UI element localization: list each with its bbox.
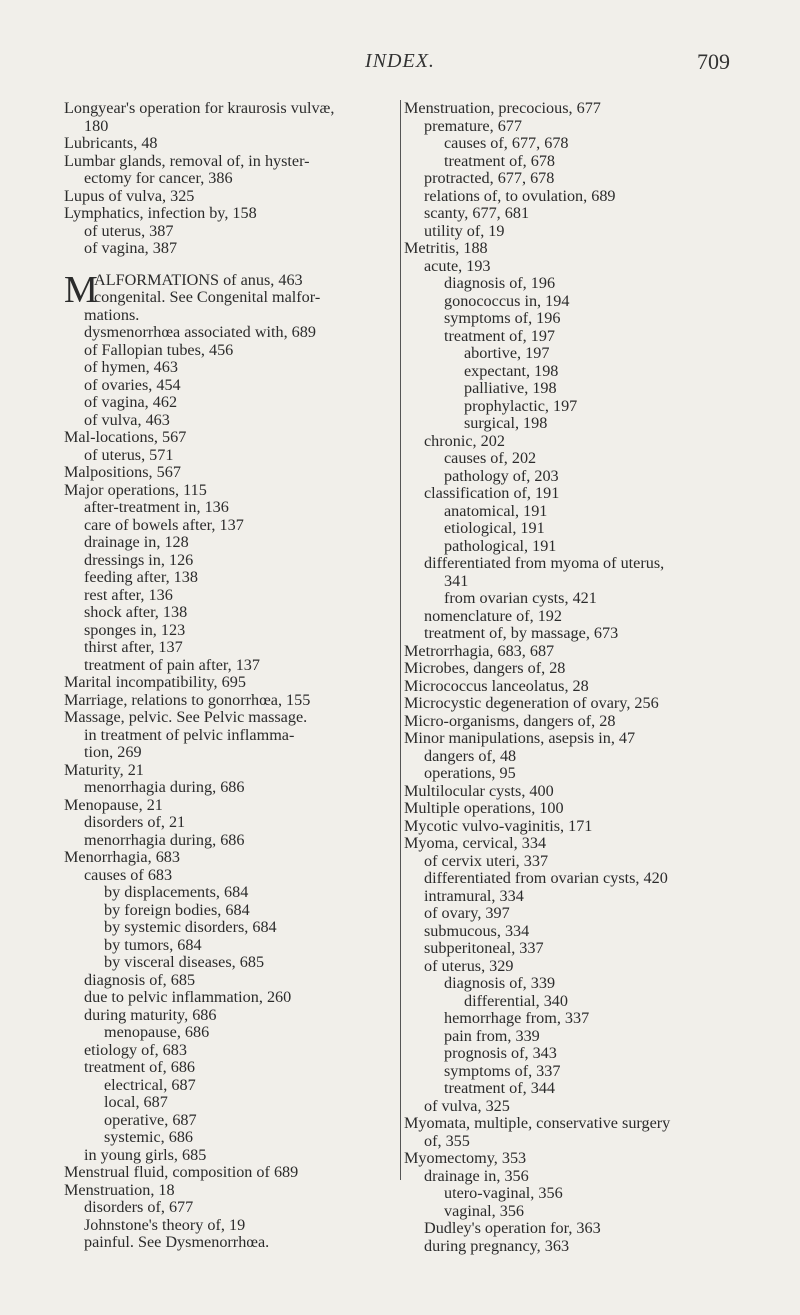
index-main-entry: Microbes, dangers of, 28 <box>404 659 566 677</box>
index-subentry: treatment of, by massage, 673 <box>424 624 619 642</box>
index-subentry: systemic, 686 <box>104 1128 194 1146</box>
index-subentry: menopause, 686 <box>104 1023 210 1041</box>
index-main-entry: Menopause, 21 <box>64 795 163 814</box>
index-subentry: palliative, 198 <box>464 379 557 397</box>
index-subentry: differentiated from ovarian cysts, 420 <box>424 869 668 887</box>
index-subentry: from ovarian cysts, 421 <box>444 589 597 607</box>
index-subentry: of hymen, 463 <box>84 358 178 376</box>
index-subentry: electrical, 687 <box>104 1075 196 1094</box>
index-subentry: disorders of, 21 <box>84 813 186 831</box>
index-subentry: of vulva, 325 <box>424 1096 510 1115</box>
index-subentry: drainage in, 128 <box>84 533 189 551</box>
index-subentry: after-treatment in, 136 <box>84 498 229 516</box>
section-gap <box>64 258 396 272</box>
index-subentry: of vulva, 463 <box>84 410 170 429</box>
index-main-entry: Menstruation, precocious, 677 <box>404 99 601 117</box>
index-main-entry: Massage, pelvic. See Pelvic massage. <box>64 708 308 726</box>
index-subentry: during pregnancy, 363 <box>424 1236 570 1255</box>
index-subentry: by foreign bodies, 684 <box>104 900 250 919</box>
index-subentry: local, 687 <box>104 1093 168 1111</box>
index-subentry: feeding after, 138 <box>84 568 198 586</box>
index-subentry: menorrhagia during, 686 <box>84 778 245 796</box>
index-subentry: differentiated from myoma of uterus, <box>424 554 665 572</box>
index-subentry: symptoms of, 196 <box>444 309 561 327</box>
index-main-entry: Minor manipulations, asepsis in, 47 <box>404 729 636 747</box>
index-subentry: care of bowels after, 137 <box>84 515 244 534</box>
index-subentry: Dudley's operation for, 363 <box>424 1219 601 1237</box>
index-subentry: utility of, 19 <box>424 221 505 240</box>
index-subentry: acute, 193 <box>424 256 491 275</box>
index-subentry: surgical, 198 <box>464 414 548 432</box>
index-subentry: during maturity, 686 <box>84 1005 217 1024</box>
index-main-entry: Mal-locations, 567 <box>64 428 187 446</box>
index-subentry: of Fallopian tubes, 456 <box>84 340 234 359</box>
index-subentry: operations, 95 <box>424 764 516 782</box>
index-main-entry: Major operations, 115 <box>64 480 207 499</box>
running-header-title: INDEX. <box>365 50 435 72</box>
index-subentry: painful. See Dysmenorrhœa. <box>84 1233 270 1251</box>
index-subentry: causes of, 677, 678 <box>444 134 569 152</box>
index-main-entry: Lumbar glands, removal of, in hyster- <box>64 151 310 170</box>
index-subentry: dysmenorrhœa associated with, 689 <box>84 323 316 341</box>
index-subentry: 180 <box>84 116 109 135</box>
index-main-entry: Myomata, multiple, conservative surgery <box>404 1114 671 1132</box>
index-main-entry: Menstrual fluid, composition of 689 <box>64 1163 299 1181</box>
index-subentry: in treatment of pelvic inflamma- <box>84 725 295 744</box>
index-subentry: drainage in, 356 <box>424 1166 529 1185</box>
index-main-entry: Multiple operations, 100 <box>404 799 564 817</box>
index-subentry: in young girls, 685 <box>84 1145 207 1164</box>
index-subentry: pathology of, 203 <box>444 466 559 485</box>
index-main-entry: Maturity, 21 <box>64 760 144 779</box>
index-subentry: subperitoneal, 337 <box>424 939 544 957</box>
index-main-entry: Menorrhagia, 683 <box>64 848 180 866</box>
index-subentry: anatomical, 191 <box>444 501 548 520</box>
index-subentry: submucous, 334 <box>424 921 530 940</box>
index-subentry: of ovary, 397 <box>424 904 510 922</box>
index-subentry: hemorrhage from, 337 <box>444 1009 590 1027</box>
index-subentry: gonococcus in, 194 <box>444 291 570 310</box>
index-subentry: diagnosis of, 339 <box>444 974 556 992</box>
index-main-entry: Menstruation, 18 <box>64 1180 175 1199</box>
index-main-entry: Mycotic vulvo-vaginitis, 171 <box>404 816 593 835</box>
index-subentry: nomenclature of, 192 <box>424 606 562 625</box>
index-subentry: by displacements, 684 <box>104 883 249 901</box>
index-subentry: operative, 687 <box>104 1110 197 1129</box>
page-number: 709 <box>697 49 730 74</box>
index-subentry: causes of, 202 <box>444 449 537 467</box>
index-subentry: sponges in, 123 <box>84 620 186 639</box>
index-subentry: by visceral diseases, 685 <box>104 953 265 971</box>
index-subentry: of vagina, 462 <box>84 393 178 411</box>
index-subentry: thirst after, 137 <box>84 638 183 656</box>
index-subentry: of cervix uteri, 337 <box>424 851 549 870</box>
index-main-entry: Micrococcus lanceolatus, 28 <box>404 676 589 695</box>
index-subentry: intramural, 334 <box>424 886 524 905</box>
index-main-entry: Microcystic degeneration of ovary, 256 <box>404 694 659 712</box>
index-subentry: menorrhagia during, 686 <box>84 830 245 849</box>
index-main-entry: Micro-organisms, dangers of, 28 <box>404 711 616 730</box>
index-main-entry: Malpositions, 567 <box>64 463 181 481</box>
index-subentry: by systemic disorders, 684 <box>104 918 277 936</box>
index-subentry: treatment of, 678 <box>444 151 556 170</box>
index-subentry: pathological, 191 <box>444 536 557 555</box>
index-main-entry: Metritis, 188 <box>404 239 488 257</box>
index-main-entry: Metrorrhagia, 683, 687 <box>404 641 555 660</box>
index-subentry: treatment of pain after, 137 <box>84 655 260 674</box>
drop-cap-initial: M <box>64 268 98 311</box>
index-subentry: dangers of, 48 <box>424 746 517 765</box>
index-column-left <box>64 100 396 1252</box>
index-subentry: rest after, 136 <box>84 585 173 604</box>
index-main-entry: Multilocular cysts, 400 <box>404 781 554 800</box>
index-subentry: shock after, 138 <box>84 603 188 621</box>
index-subentry: mations. <box>84 305 140 324</box>
index-subentry: vaginal, 356 <box>444 1201 525 1220</box>
index-main-entry: Myoma, cervical, 334 <box>404 834 547 852</box>
index-subentry: tion, 269 <box>84 743 142 761</box>
index-main-entry: Lubricants, 48 <box>64 134 158 152</box>
index-subentry: scanty, 677, 681 <box>424 204 530 222</box>
index-subentry: diagnosis of, 196 <box>444 274 556 292</box>
index-subentry: due to pelvic inflammation, 260 <box>84 988 292 1006</box>
index-subentry: of uterus, 329 <box>424 956 514 975</box>
index-column-right <box>400 99 744 1255</box>
index-subentry: causes of 683 <box>84 865 173 884</box>
index-subentry: congenital. See Congenital malfor- <box>94 288 321 306</box>
index-main-entry: Longyear's operation for kraurosis vulvæ, <box>64 99 335 117</box>
index-subentry: prophylactic, 197 <box>464 396 578 415</box>
index-subentry: treatment of, 197 <box>444 326 556 345</box>
index-subentry: classification of, 191 <box>424 484 560 502</box>
index-subentry: disorders of, 677 <box>84 1198 194 1216</box>
index-subentry: etiological, 191 <box>444 519 545 537</box>
index-subentry: of uterus, 571 <box>84 445 174 464</box>
index-subentry: symptoms of, 337 <box>444 1061 561 1080</box>
index-subentry: of vagina, 387 <box>84 239 178 257</box>
index-main-entry: Marital incompatibility, 695 <box>64 673 246 691</box>
index-subentry: diagnosis of, 685 <box>84 970 196 989</box>
index-subentry: utero-vaginal, 356 <box>444 1184 563 1202</box>
index-entry-text: ALFORMATIONS of anus, 463 <box>94 270 303 289</box>
index-subentry: 341 <box>444 571 469 590</box>
index-subentry: of ovaries, 454 <box>84 375 181 394</box>
index-subentry: treatment of, 344 <box>444 1079 556 1097</box>
index-subentry: chronic, 202 <box>424 431 505 450</box>
index-subentry: etiology of, 683 <box>84 1040 187 1059</box>
index-subentry: protracted, 677, 678 <box>424 169 555 187</box>
index-main-entry: Myomectomy, 353 <box>404 1149 527 1167</box>
index-subentry: of, 355 <box>424 1131 470 1150</box>
index-subentry: pain from, 339 <box>444 1026 540 1045</box>
index-main-entry: Lymphatics, infection by, 158 <box>64 204 257 222</box>
index-subentry: abortive, 197 <box>464 344 550 362</box>
index-subentry: differential, 340 <box>464 991 568 1010</box>
index-main-entry: Lupus of vulva, 325 <box>64 186 195 205</box>
index-subentry: relations of, to ovulation, 689 <box>424 186 616 205</box>
index-subentry: prognosis of, 343 <box>444 1044 557 1062</box>
index-subentry: treatment of, 686 <box>84 1058 196 1076</box>
index-subentry: dressings in, 126 <box>84 550 194 569</box>
index-subentry: expectant, 198 <box>464 361 559 380</box>
index-main-entry: Marriage, relations to gonorrhœa, 155 <box>64 690 311 709</box>
index-subentry: ectomy for cancer, 386 <box>84 169 233 187</box>
index-subentry: of uterus, 387 <box>84 221 174 240</box>
index-subentry: by tumors, 684 <box>104 935 202 954</box>
index-subentry: Johnstone's theory of, 19 <box>84 1215 246 1234</box>
index-subentry: premature, 677 <box>424 116 522 135</box>
